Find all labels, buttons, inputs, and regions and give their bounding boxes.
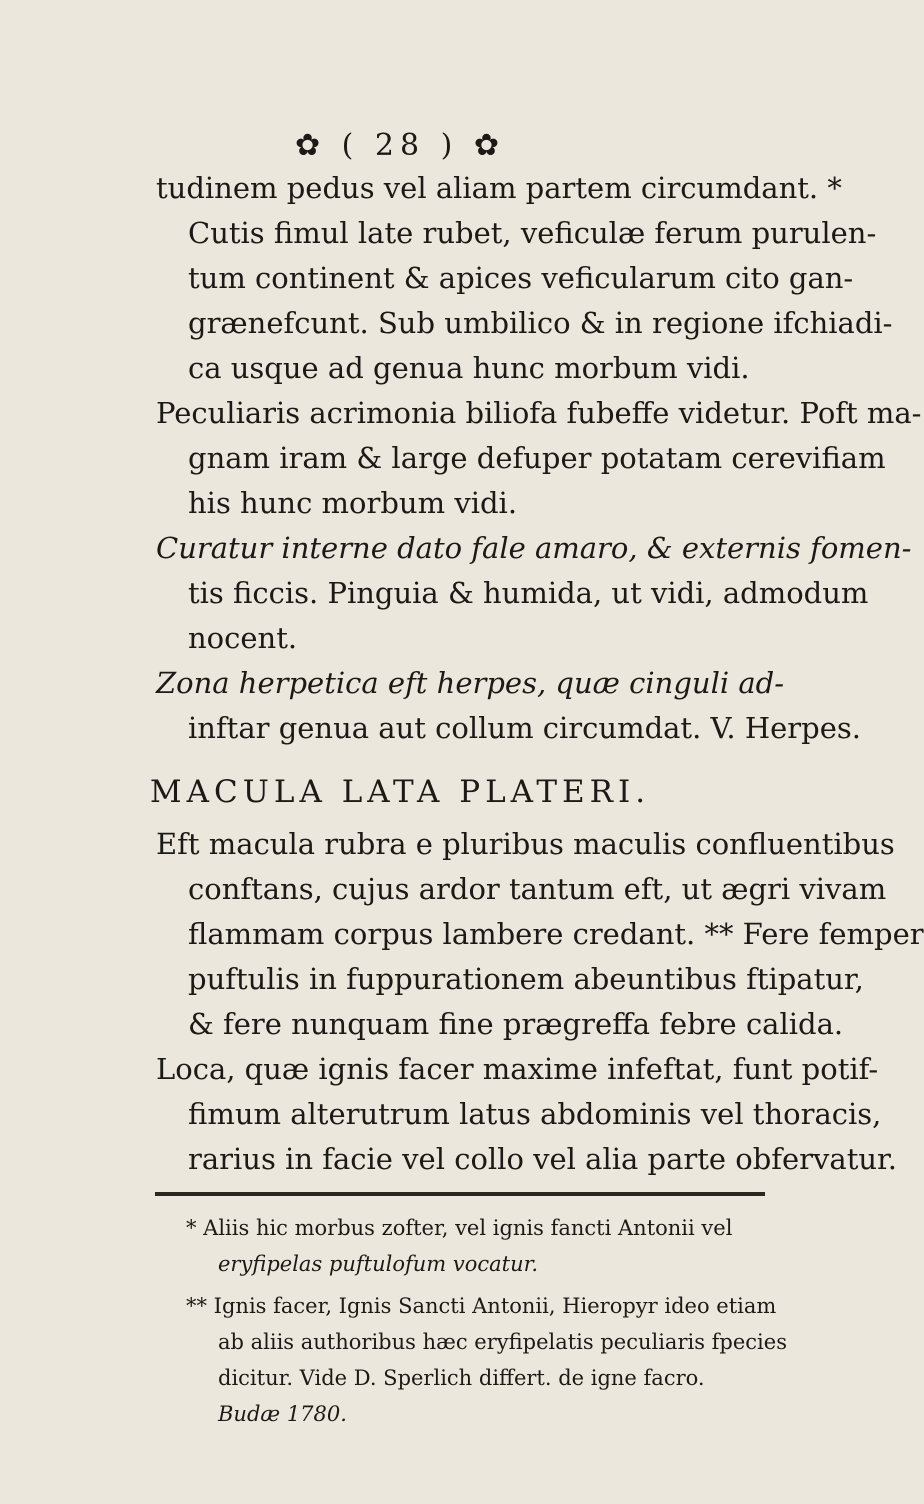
text-line: grænefcunt. Sub umbilico & in regione ifchiadi- <box>188 306 893 340</box>
text-line: his hunc morbum vidi. <box>188 486 518 520</box>
footnote-line: ab aliis authoribus hæc eryfipelatis peculiaris fpecies <box>218 1330 787 1354</box>
footnote-line: dicitur. Vide D. Sperlich differt. de igne facro. <box>218 1366 705 1390</box>
text-line: gnam iram & large defuper potatam cerevifiam <box>188 441 886 475</box>
text-line: conftans, cujus ardor tantum eft, ut ægri vivam <box>188 872 887 906</box>
text-line: Cutis fimul late rubet, veficulæ ferum purulen- <box>188 216 877 250</box>
footnote-line: eryfipelas puftulofum vocatur. <box>218 1252 539 1276</box>
text-line: fimum alterutrum latus abdominis vel thoracis, <box>188 1097 882 1131</box>
text-line: inftar genua aut collum circumdat. V. Herpes. <box>188 711 861 745</box>
text-line: ca usque ad genua hunc morbum vidi. <box>188 351 750 385</box>
footnote-divider <box>155 1192 765 1196</box>
text-line: Curatur interne dato fale amaro, & externis fomen- <box>156 531 912 565</box>
page-header: ✿ ( 28 ) ✿ <box>295 128 505 163</box>
text-line: rarius in facie vel collo vel alia parte obfervatur. <box>188 1142 897 1176</box>
text-line: tis ficcis. Pinguia & humida, ut vidi, admodum <box>188 576 869 610</box>
text-line: Loca, quæ ignis facer maxime infeftat, funt potif- <box>156 1052 879 1086</box>
text-line: Eft macula rubra e pluribus maculis confluentibus <box>156 827 895 861</box>
footnote-line: * Aliis hic morbus zofter, vel ignis fancti Antonii vel <box>186 1216 733 1240</box>
footnote-line: ** Ignis facer, Ignis Sancti Antonii, Hieropyr ideo etiam <box>186 1294 777 1318</box>
text-line: tum continent & apices veficularum cito gan- <box>188 261 854 295</box>
text-line: puftulis in fuppurationem abeuntibus ftipatur, <box>188 962 864 996</box>
text-line: flammam corpus lambere credant. ** Fere femper <box>188 917 924 951</box>
section-title: MACULA LATA PLATERI. <box>149 774 651 810</box>
text-line: & fere nunquam fine prægreffa febre calida. <box>188 1007 844 1041</box>
text-line: Zona herpetica eft herpes, quæ cinguli ad- <box>156 666 784 700</box>
text-line: Peculiaris acrimonia biliofa fubeffe videtur. Poft ma- <box>156 396 922 430</box>
text-line: nocent. <box>188 621 298 655</box>
footnote-line: Budæ 1780. <box>218 1402 347 1426</box>
text-line: tudinem pedus vel aliam partem circumdant. * <box>156 171 842 205</box>
